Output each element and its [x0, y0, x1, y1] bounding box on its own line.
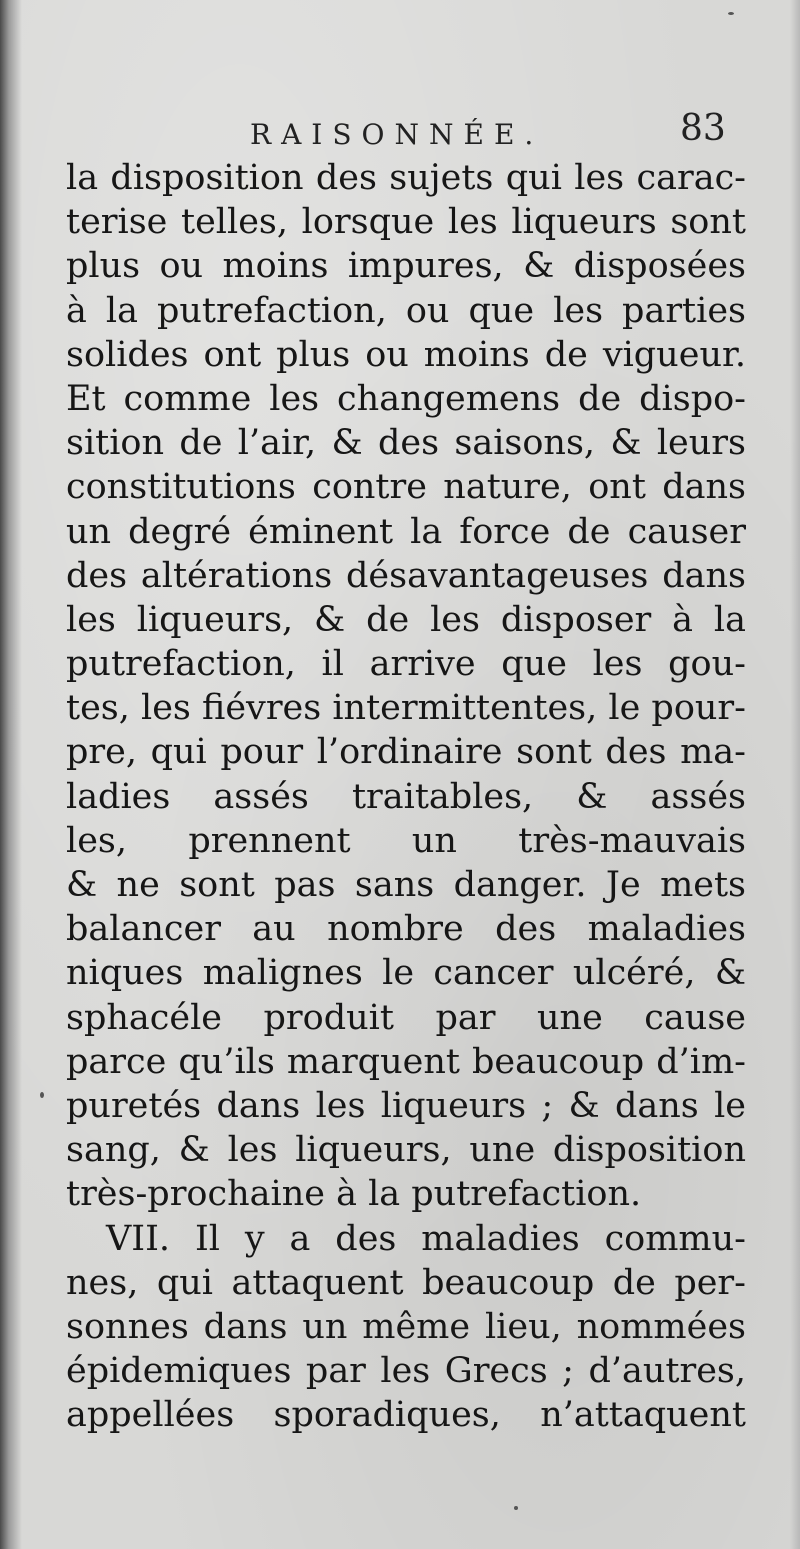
paper-speck: [40, 1092, 44, 1098]
body-text: [66, 156, 746, 1437]
page-edge: [790, 0, 800, 1549]
text-line: terise telles, lorsque les liqueurs sont: [66, 202, 746, 243]
text-line: appellées sporadiques, n’attaquent: [66, 1395, 746, 1436]
text-line: plus ou moins impures, & disposées: [66, 246, 746, 287]
text-line: sition de l’air, & des saisons, & leurs: [66, 423, 746, 464]
text-line: à la putrefaction, ou que les parties: [66, 290, 746, 331]
text-line: pre, qui pour l’ordinaire sont des ma-: [66, 732, 746, 773]
text-line: puretés dans les liqueurs ; & dans le: [66, 1085, 746, 1126]
text-line: sang, & les liqueurs, une disposition: [66, 1130, 746, 1171]
text-line: solides ont plus ou moins de vigueur.: [66, 334, 746, 375]
text-line: niques malignes le cancer ulcéré, &: [66, 953, 746, 994]
text-line: les, prennent un très-mauvais: [66, 820, 746, 861]
paper-speck: [728, 12, 734, 15]
text-line: épidemiques par les Grecs ; d’autres,: [66, 1351, 746, 1392]
text-line: les liqueurs, & de les disposer à la: [66, 599, 746, 640]
text-line: balancer au nombre des maladies: [66, 909, 746, 950]
paper-speck: [514, 1506, 518, 1510]
text-line: sonnes dans un même lieu, nommées: [66, 1306, 746, 1347]
text-line: un degré éminent la force de causer: [66, 511, 746, 552]
text-line: nes, qui attaquent beaucoup de per-: [66, 1262, 746, 1303]
text-line: & ne sont pas sans danger. Je mets: [66, 865, 746, 905]
text-line: putrefaction, il arrive que les gou-: [66, 644, 746, 685]
text-line: constitutions contre nature, ont dans: [66, 467, 746, 508]
text-line: très-prochaine à la putrefaction.: [66, 1174, 642, 1215]
page-number: 83: [680, 108, 726, 149]
text-line: parce qu’ils marquent beaucoup d’im-: [66, 1041, 746, 1082]
text-line: Et comme les changemens de dispo-: [66, 378, 746, 419]
text-line: ladies assés traitables, & assés: [66, 776, 746, 817]
text-line: tes, les fiévres intermittentes, le pour-: [66, 688, 746, 729]
text-line: des altérations désavantageuses dans: [66, 555, 746, 596]
text-line: la disposition des sujets qui les carac-: [66, 158, 746, 198]
running-head: RAISONNÉE.: [250, 118, 544, 151]
section-heading-line: VII. Il y a des maladies commu-: [106, 1218, 746, 1259]
binding-shadow: [0, 0, 22, 1549]
text-line: sphacéle produit par une cause: [66, 997, 746, 1038]
